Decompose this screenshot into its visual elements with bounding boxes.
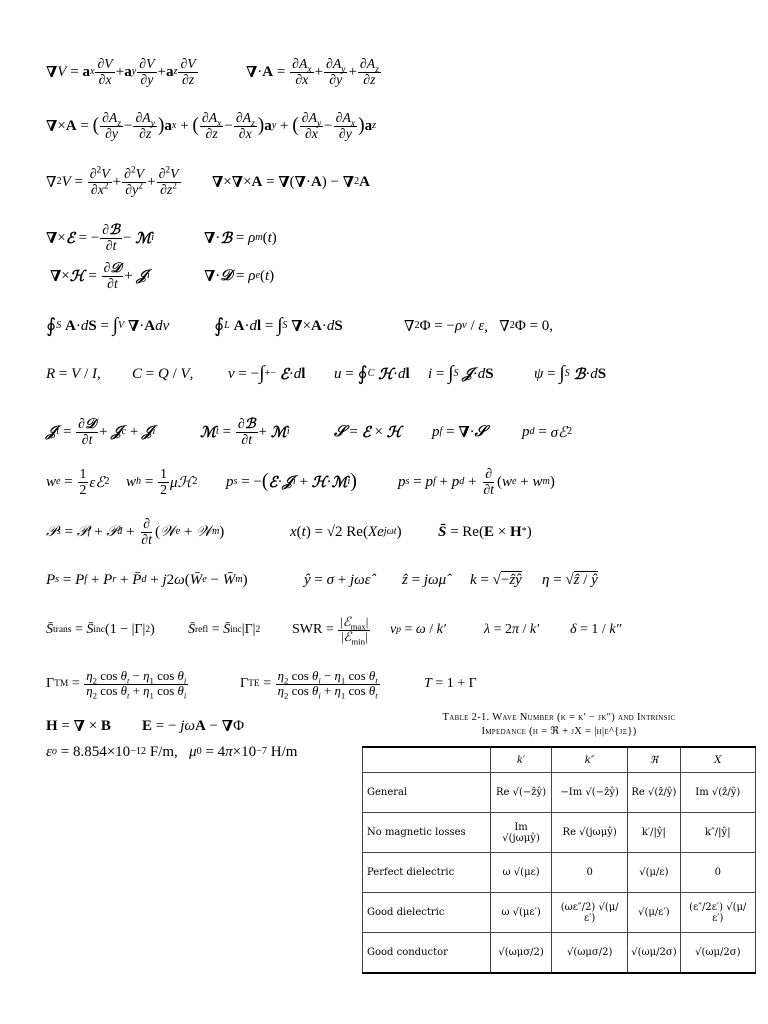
equation-row-power (0, 510, 768, 554)
equation-gamma-tm: Γ TM = $\frac{\eta_2 \cos \theta_t - \eta_1 \cos \theta_i}{\eta_2 \cos \theta_t + \eta_1 \cos \theta_i}$ (46, 668, 187, 701)
table-row-label: General (363, 773, 491, 813)
table-cell: −Im √(−ẑŷ) (552, 773, 628, 813)
equation-transmission: T = 1 + Γ (424, 676, 477, 691)
equation-total-magnetic-current: ℳ t = $\frac{\text{∂ℬ}}{\partial t}$ + ℳ i (200, 416, 290, 447)
table-cell: Re √(jωμŷ) (552, 813, 628, 853)
equation-row-fresnel (0, 662, 768, 706)
equation-eta: η = √ ẑ / ŷ (542, 571, 598, 588)
equation-stokes-theorem: ∮ L A · d l = ∫ S ∇ × A · d S (214, 315, 343, 337)
table-cell: ω √(με′) (491, 893, 552, 933)
equation-we: w e = $\frac{1}{2}$ εℰ 2 (46, 466, 110, 497)
equation-wh: w h = $\frac{1}{2}$ μℋ 2 (126, 466, 198, 497)
equation-s-trans: S̄ trans = S̄ inc (1 − |Γ| 2 ) (46, 622, 155, 637)
equation-complex-power: P s = P f + P r + P̄ d + j 2 ω ( W̄ e − W̄ m ) (46, 571, 248, 588)
equation-faraday: ∇ × ℰ = − $\frac{\text{∂ℬ}}{\partial t}$ − ℳ i (46, 222, 155, 253)
equation-h-from-b: H = ∇ × B (46, 717, 111, 735)
equation-gauss-magnetic: ∇ · ℬ = ρ m ( t ) (204, 229, 277, 247)
equation-total-current: 𝒥 t = $\frac{\text{∂𝒟}}{\partial t}$ + 𝒥 c + 𝒥 i (46, 416, 156, 447)
table-cell: √(μ/ε′) (628, 893, 680, 933)
equation-flux: ψ = ∫ S ℬ · d S (534, 363, 607, 384)
equation-pf: p f = ∇ · 𝒮 (432, 423, 487, 441)
table-cell: (ε″/2ε′) √(μ/ε′) (680, 893, 755, 933)
equation-row-curl (0, 104, 768, 148)
table-cell: k′/|ŷ| (628, 813, 680, 853)
table-cell: √(ωμσ/2) (552, 933, 628, 973)
equation-row-gradient (0, 50, 768, 94)
equation-ampere: ∇ × ℋ = $\frac{\text{∂𝒟}}{\partial t}$ + 𝒥 i (50, 260, 150, 291)
equation-current: i = ∫ S 𝒥 · d S (428, 363, 494, 384)
equation-laplacian: ∇ 2 V = $\frac{\partial^2V}{\partial x^2}$ + $\frac{\partial^2V}{\partial y^2}$ + $\frac{\partial^2V}{\partial z^2}$ (46, 165, 179, 197)
equation-wavelength: λ = 2 π / k′ (484, 622, 540, 637)
table-caption (362, 711, 756, 739)
table-row (363, 853, 756, 893)
table-cell: Im √(jωμŷ) (491, 813, 552, 853)
equation-ps-balance: p s = p f + p d + $\frac{\partial}{\partial t}$ ( w e + w m ) (398, 466, 555, 497)
equation-power-balance: 𝒫 s = 𝒫 f + 𝒫 d + $\frac{\partial}{\partial t}$ ( 𝒲 e + 𝒲 m ) (46, 516, 225, 547)
table-cell: Re √(−ẑŷ) (491, 773, 552, 813)
equation-row-complex (0, 558, 768, 602)
table-header-row (363, 747, 756, 773)
table-row-label: Perfect dielectric (363, 853, 491, 893)
table-row-label: Good dielectric (363, 893, 491, 933)
table-caption-line-2: Impedance (η = ℜ + jX = |η|e^{jξ}) (481, 726, 637, 738)
table-header-cell: ℜ (628, 747, 680, 773)
table-row-label: No magnetic losses (363, 813, 491, 853)
table-cell: √(ωμ/2σ) (628, 933, 680, 973)
equation-row-ampere (0, 254, 768, 298)
equation-ps-source: p s = − ( ℰ · 𝒥 i + ℋ · ℳ i ) (226, 471, 357, 492)
equation-skin-depth: δ = 1 / k″ (570, 622, 622, 637)
table-header-cell: k′ (491, 747, 552, 773)
equation-yhat: ŷ = σ + jωε̂ (304, 571, 371, 588)
equation-constants: ε o = 8.854×10 −12 F/m, μ 0 = 4 π ×10 −7 H/m (46, 743, 298, 760)
equation-swr: SWR = $\frac{|ℰ_{max}|}{|ℰ_{min}|}$ (292, 614, 369, 647)
equation-voltage: v = − ∫ + − ℰ · d l (228, 363, 306, 384)
table-header-cell (363, 747, 491, 773)
equation-curl: ∇ × A = ( $\frac{\partial A_z}{\partial y}$ − $\frac{\partial A_y}{\partial z}$ ) a x + ( $\frac{\partial A_x}{\partial z}$ − $\frac{\partial A_z}{\partial x}$ ) a y + ( $\frac{\partial A_y}{\partial x}$ − $\frac{\partial A_x}{\partial y}$ ) a z (46, 110, 377, 141)
equation-poynting-vector: 𝒮 = ℰ × ℋ (334, 423, 402, 441)
equation-gauss-electric: ∇ · 𝒟 = ρ e ( t ) (204, 267, 275, 285)
table-row-label: Good conductor (363, 933, 491, 973)
equation-row-swr (0, 608, 768, 652)
table-cell: ω √(με) (491, 853, 552, 893)
equation-ohm: R = V / I , (46, 365, 101, 382)
equation-gradient: ∇ V = a x $\frac{\partial V}{\partial x}$ + a y $\frac{\partial V}{\partial y}$ + a z $\frac{\partial V}{\partial z}$ (46, 56, 196, 87)
table-cell: √(μ/ε) (628, 853, 680, 893)
equation-divergence-theorem: ∮ S A · d S = ∫ V ∇ · A dv (46, 315, 170, 337)
equation-phase-velocity: v p = ω / k′ (390, 622, 446, 637)
equation-capacitance: C = Q / V , (132, 365, 194, 382)
table-cell: 0 (680, 853, 755, 893)
equation-gamma-te: Γ TE = $\frac{\eta_2 \cos \theta_i - \eta_1 \cos \theta_t}{\eta_2 \cos \theta_i + \eta_1 \cos \theta_t}$ (240, 668, 378, 701)
table-row (363, 933, 756, 973)
table-header-cell: X (680, 747, 755, 773)
equation-average-poynting: S̄ = Re( E × H * ) (438, 523, 532, 540)
table-cell: (ωε″/2) √(μ/ε′) (552, 893, 628, 933)
equation-divergence: ∇ · A = $\frac{\partial A_x}{\partial x}$ + $\frac{\partial A_y}{\partial y}$ + $\frac{\partial A_z}{\partial z}$ (246, 56, 379, 87)
table-row (363, 893, 756, 933)
table-cell: Im √(ẑ/ŷ) (680, 773, 755, 813)
equation-zhat: ẑ = jωμ̂ (402, 571, 447, 588)
table-cell: k″/|ŷ| (680, 813, 755, 853)
equation-pd: p d = σℰ 2 (522, 423, 573, 441)
equation-s-refl: S̄ refl = S̄ inc |Γ| 2 (188, 622, 261, 637)
table-header-cell: k″ (552, 747, 628, 773)
equation-row-theorems (0, 304, 768, 348)
table-row (363, 773, 756, 813)
table-caption-line-1: Table 2-1. Wave Number (k = k′ − jk″) and Intrinsic (442, 712, 676, 723)
table-row (363, 813, 756, 853)
table-cell: √(ωμσ/2) (491, 933, 552, 973)
wave-number-table (362, 746, 756, 974)
equation-mmf: u = ∮ C ℋ · d l (334, 364, 410, 385)
equation-row-laplacian (0, 160, 768, 204)
table-cell: 0 (552, 853, 628, 893)
equation-wavenumber: k = √ −ẑŷ (470, 571, 522, 588)
equation-row-poynting (0, 410, 768, 454)
table-cell: Re √(ẑ/ŷ) (628, 773, 680, 813)
equation-row-energy (0, 460, 768, 504)
equation-e-from-potentials: E = − jω A − ∇ Φ (142, 717, 245, 735)
equation-curl-curl: ∇ × ∇ × A = ∇ ( ∇ · A ) − ∇ 2 A (212, 173, 370, 191)
table-cell: √(ωμ/2σ) (680, 933, 755, 973)
equation-phasor: x ( t ) = √2 Re( Xe jωt ) (290, 523, 402, 540)
equation-poisson: ∇ 2 Φ = − ρ v / ε , ∇ 2 Φ = 0, (404, 317, 554, 335)
equation-row-circuit (0, 352, 768, 396)
